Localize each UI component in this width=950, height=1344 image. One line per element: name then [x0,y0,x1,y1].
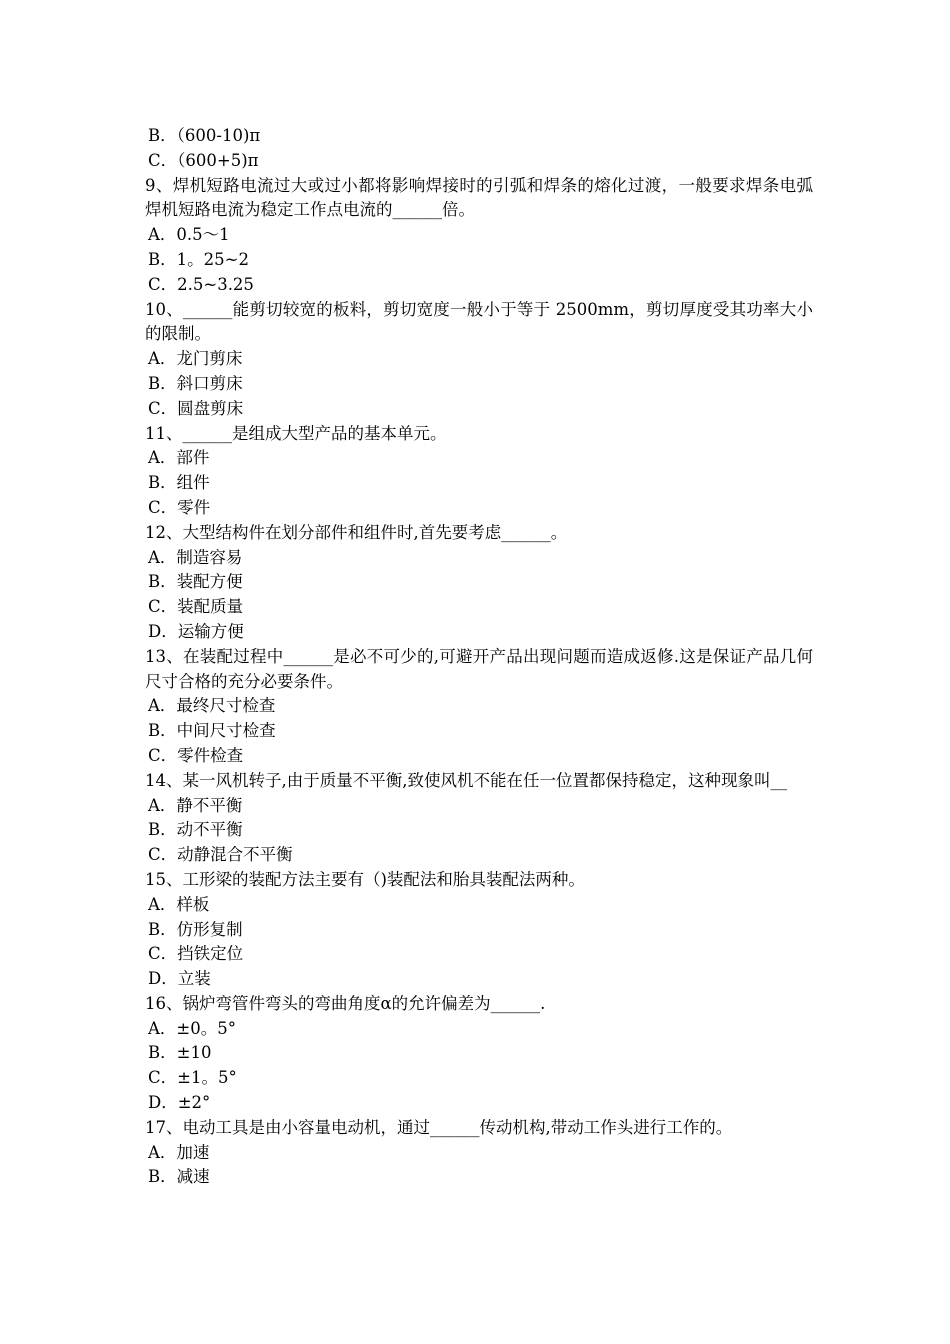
answer-option: A．0.5～1 [148,225,230,245]
question-text: 14、某一风机转子,由于质量不平衡,致使风机不能在任一位置都保持稳定，这种现象叫__ [145,770,787,790]
question-text: 11、______是组成大型产品的基本单元。 [145,423,447,443]
question-text: 17、电动工具是由小容量电动机，通过______传动机构,带动工作头进行工作的。 [145,1117,733,1137]
question-text: 15、工形梁的装配方法主要有（)装配法和胎具装配法两种。 [145,869,585,889]
answer-option: A．制造容易 [148,547,243,567]
answer-option: C．（600+5)π [148,150,259,170]
answer-option: C．零件 [148,497,211,517]
answer-option: D．立装 [148,969,211,989]
answer-option: C．2.5~3.25 [148,274,254,294]
answer-option: B．装配方便 [148,572,243,592]
question-text: 9、焊机短路电流过大或过小都将影响焊接时的引弧和焊条的熔化过渡，一般要求焊条电弧焊机短路电流为稳定工作点电流的______倍。 [145,175,813,220]
answer-option: D．±2° [148,1093,211,1113]
answer-option: B．1。25~2 [148,249,249,269]
answer-option: A．±0。5° [148,1018,236,1038]
answer-option: B．组件 [148,473,210,493]
question-text: 16、锅炉弯管件弯头的弯曲角度α的允许偏差为______. [145,993,546,1013]
answer-option: B．斜口剪床 [148,373,243,393]
answer-option: C．±1。5° [148,1068,237,1088]
answer-option: C．零件检查 [148,745,244,765]
answer-option: B．（600-10)π [148,126,261,145]
answer-option: A．部件 [148,448,210,468]
question-text: 10、______能剪切较宽的板料，剪切宽度一般小于等于 2500mm，剪切厚度受其功率大小的限制。 [145,299,813,344]
answer-option: A．静不平衡 [148,795,243,815]
answer-option: A．龙门剪床 [148,349,243,369]
answer-option: B．±10 [148,1043,212,1063]
answer-option: C．圆盘剪床 [148,398,244,418]
document-page [145,124,813,1190]
answer-option: C．挡铁定位 [148,944,244,964]
answer-option: B．中间尺寸检查 [148,721,276,741]
answer-option: D．运输方便 [148,621,244,641]
answer-option: A．最终尺寸检查 [148,696,276,716]
answer-option: C．装配质量 [148,597,244,617]
answer-option: B．减速 [148,1167,210,1187]
answer-option: A．加速 [148,1142,210,1162]
answer-option: B．动不平衡 [148,820,243,840]
answer-option: B．仿形复制 [148,919,243,939]
question-text: 13、在装配过程中______是必不可少的,可避开产品出现问题而造成返修.这是保证产品几何尺寸合格的充分必要条件。 [145,646,813,691]
question-text: 12、大型结构件在划分部件和组件时,首先要考虑______。 [145,522,568,542]
answer-option: A．样板 [148,894,210,914]
answer-option: C．动静混合不平衡 [148,845,293,865]
